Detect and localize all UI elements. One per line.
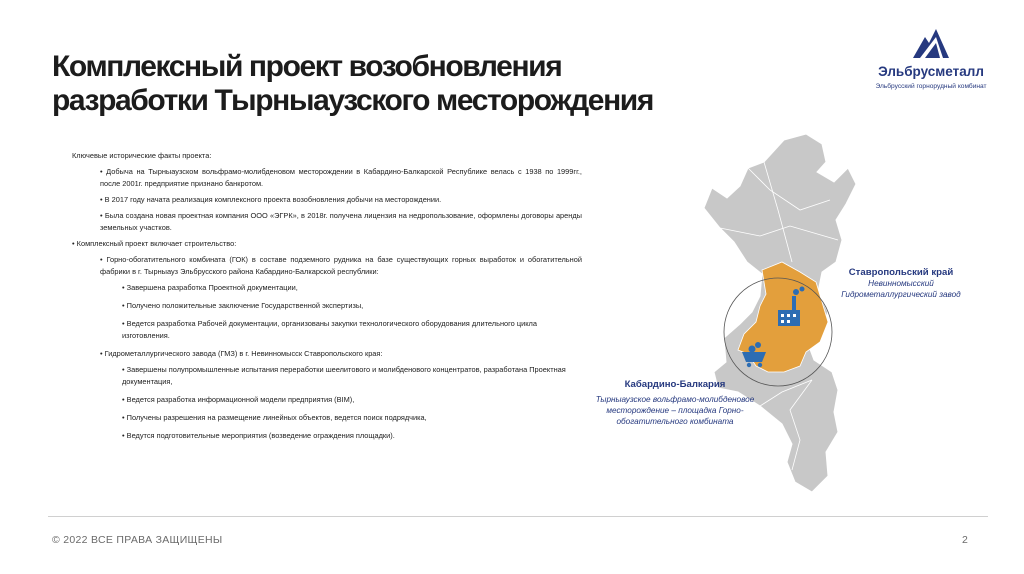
- label-stavropol: [826, 267, 976, 300]
- gmz-item-text: Ведется разработка информационной модели предприятия (BIM),: [126, 395, 355, 404]
- gmz-label-text: Гидрометаллургического завода (ГМЗ) в г. Невинномысск Ставропольского края:: [104, 349, 383, 358]
- gmz-item-text: Завершены полупромышленные испытания переработки шеелитового и молибденового концентратов, разработана Проектная документация,: [122, 365, 566, 386]
- footer-divider: [48, 516, 988, 517]
- fact-text: Добыча на Тырныаузском вольфрамо-молибденовом месторождении в Кабардино-Балкарской Республике велась с 1938 по 1999гг., после 2001г. предприятие признано банкротом.: [100, 167, 582, 188]
- company-logo: [866, 26, 996, 98]
- fact-text: Была создана новая проектная компания ООО «ЭГРК», в 2018г. получена лицензия на недропользование, оформлены договоры аренды земельных участков.: [100, 211, 582, 232]
- fact-item: • Добыча на Тырныаузском вольфрамо-молибденовом месторождении в Кабардино-Балкарской Республике велась с 1938 по 1999гг., после 2001г. предприятие признано банкротом.: [100, 167, 582, 188]
- label-kbr: [580, 379, 770, 427]
- gmz-item-text: Ведутся подготовительные мероприятия (возведение ограждения площадки).: [126, 431, 395, 440]
- fact-item: • В 2017 году начата реализация комплексного проекта возобновления добычи на месторождении.: [100, 195, 442, 204]
- fact-item: • Была создана новая проектная компания ООО «ЭГРК», в 2018г. получена лицензия на недропользование, оформлены договоры аренды земельных участков.: [100, 211, 582, 232]
- slide-title-line-1: Комплексный проект возобновления: [52, 50, 562, 83]
- label-stavropol-title: Ставропольский край: [848, 267, 954, 278]
- copyright-text: © 2022 ВСЕ ПРАВА ЗАЩИЩЕНЫ: [52, 534, 223, 546]
- fact-text: В 2017 году начата реализация комплексного проекта возобновления добычи на месторождении.: [104, 195, 442, 204]
- logo-brand-name: Эльбрусметалл: [878, 64, 984, 79]
- gok-label: • Горно-обогатительного комбината (ГОК) в составе подземного рудника на базе существующих горных выработок и обогатительной фабрики в г. Тырныауз Эльбрусского района Кабардино-Балкарской республики:: [100, 255, 582, 276]
- label-kbr-desc: Тырныаузское вольфрамо-молибденовое месторождение – площадка Горно-обогатительного комбината: [595, 395, 755, 426]
- facts-intro: Ключевые исторические факты проекта:: [72, 151, 212, 160]
- gok-item-text: Завершена разработка Проектной документации,: [126, 283, 298, 292]
- gok-item-text: Ведется разработка Рабочей документации, организованы закупки технологического оборудования длительного цикла изготовления.: [122, 319, 537, 340]
- project-facts: [72, 150, 582, 448]
- logo-subtitle: Эльбрусский горнорудный комбинат: [875, 83, 987, 90]
- construction-intro-text: Комплексный проект включает строительство:: [76, 239, 237, 248]
- gmz-item: • Ведутся подготовительные мероприятия (возведение ограждения площадки).: [122, 431, 395, 440]
- gok-item-text: Получено положительные заключение Государственной экспертизы,: [126, 301, 364, 310]
- gmz-item: • Завершены полупромышленные испытания переработки шеелитового и молибденового концентратов, разработана Проектная документация,: [122, 365, 566, 386]
- label-stavropol-desc: Невинномысский Гидрометаллургический завод: [841, 279, 961, 299]
- gmz-label: • Гидрометаллургического завода (ГМЗ) в г. Невинномысск Ставропольского края:: [100, 349, 383, 358]
- gok-label-text: Горно-обогатительного комбината (ГОК) в составе подземного рудника на базе существующих горных выработок и обогатительной фабрики в г. Тырныауз Эльбрусского района Кабардино-Балкарской республики:: [100, 255, 582, 276]
- region-map: [690, 130, 870, 510]
- gok-item: • Получено положительные заключение Государственной экспертизы,: [122, 301, 364, 310]
- label-kbr-title: Кабардино-Балкария: [624, 379, 726, 390]
- gmz-item-text: Получены разрешения на размещение линейных объектов, ведется поиск подрядчика,: [126, 413, 427, 422]
- page-number: 2: [962, 534, 968, 546]
- gok-item: • Завершена разработка Проектной документации,: [122, 283, 298, 292]
- construction-intro: • Комплексный проект включает строительство:: [72, 239, 237, 248]
- mountain-logo-icon: [912, 26, 950, 60]
- slide-title: [52, 50, 692, 118]
- gok-item: • Ведется разработка Рабочей документации, организованы закупки технологического оборудования длительного цикла изготовления.: [122, 319, 537, 340]
- gmz-item: • Ведется разработка информационной модели предприятия (BIM),: [122, 395, 355, 404]
- gmz-item: • Получены разрешения на размещение линейных объектов, ведется поиск подрядчика,: [122, 413, 427, 422]
- slide-title-line-2: разработки Тырныаузского месторождения: [52, 84, 653, 117]
